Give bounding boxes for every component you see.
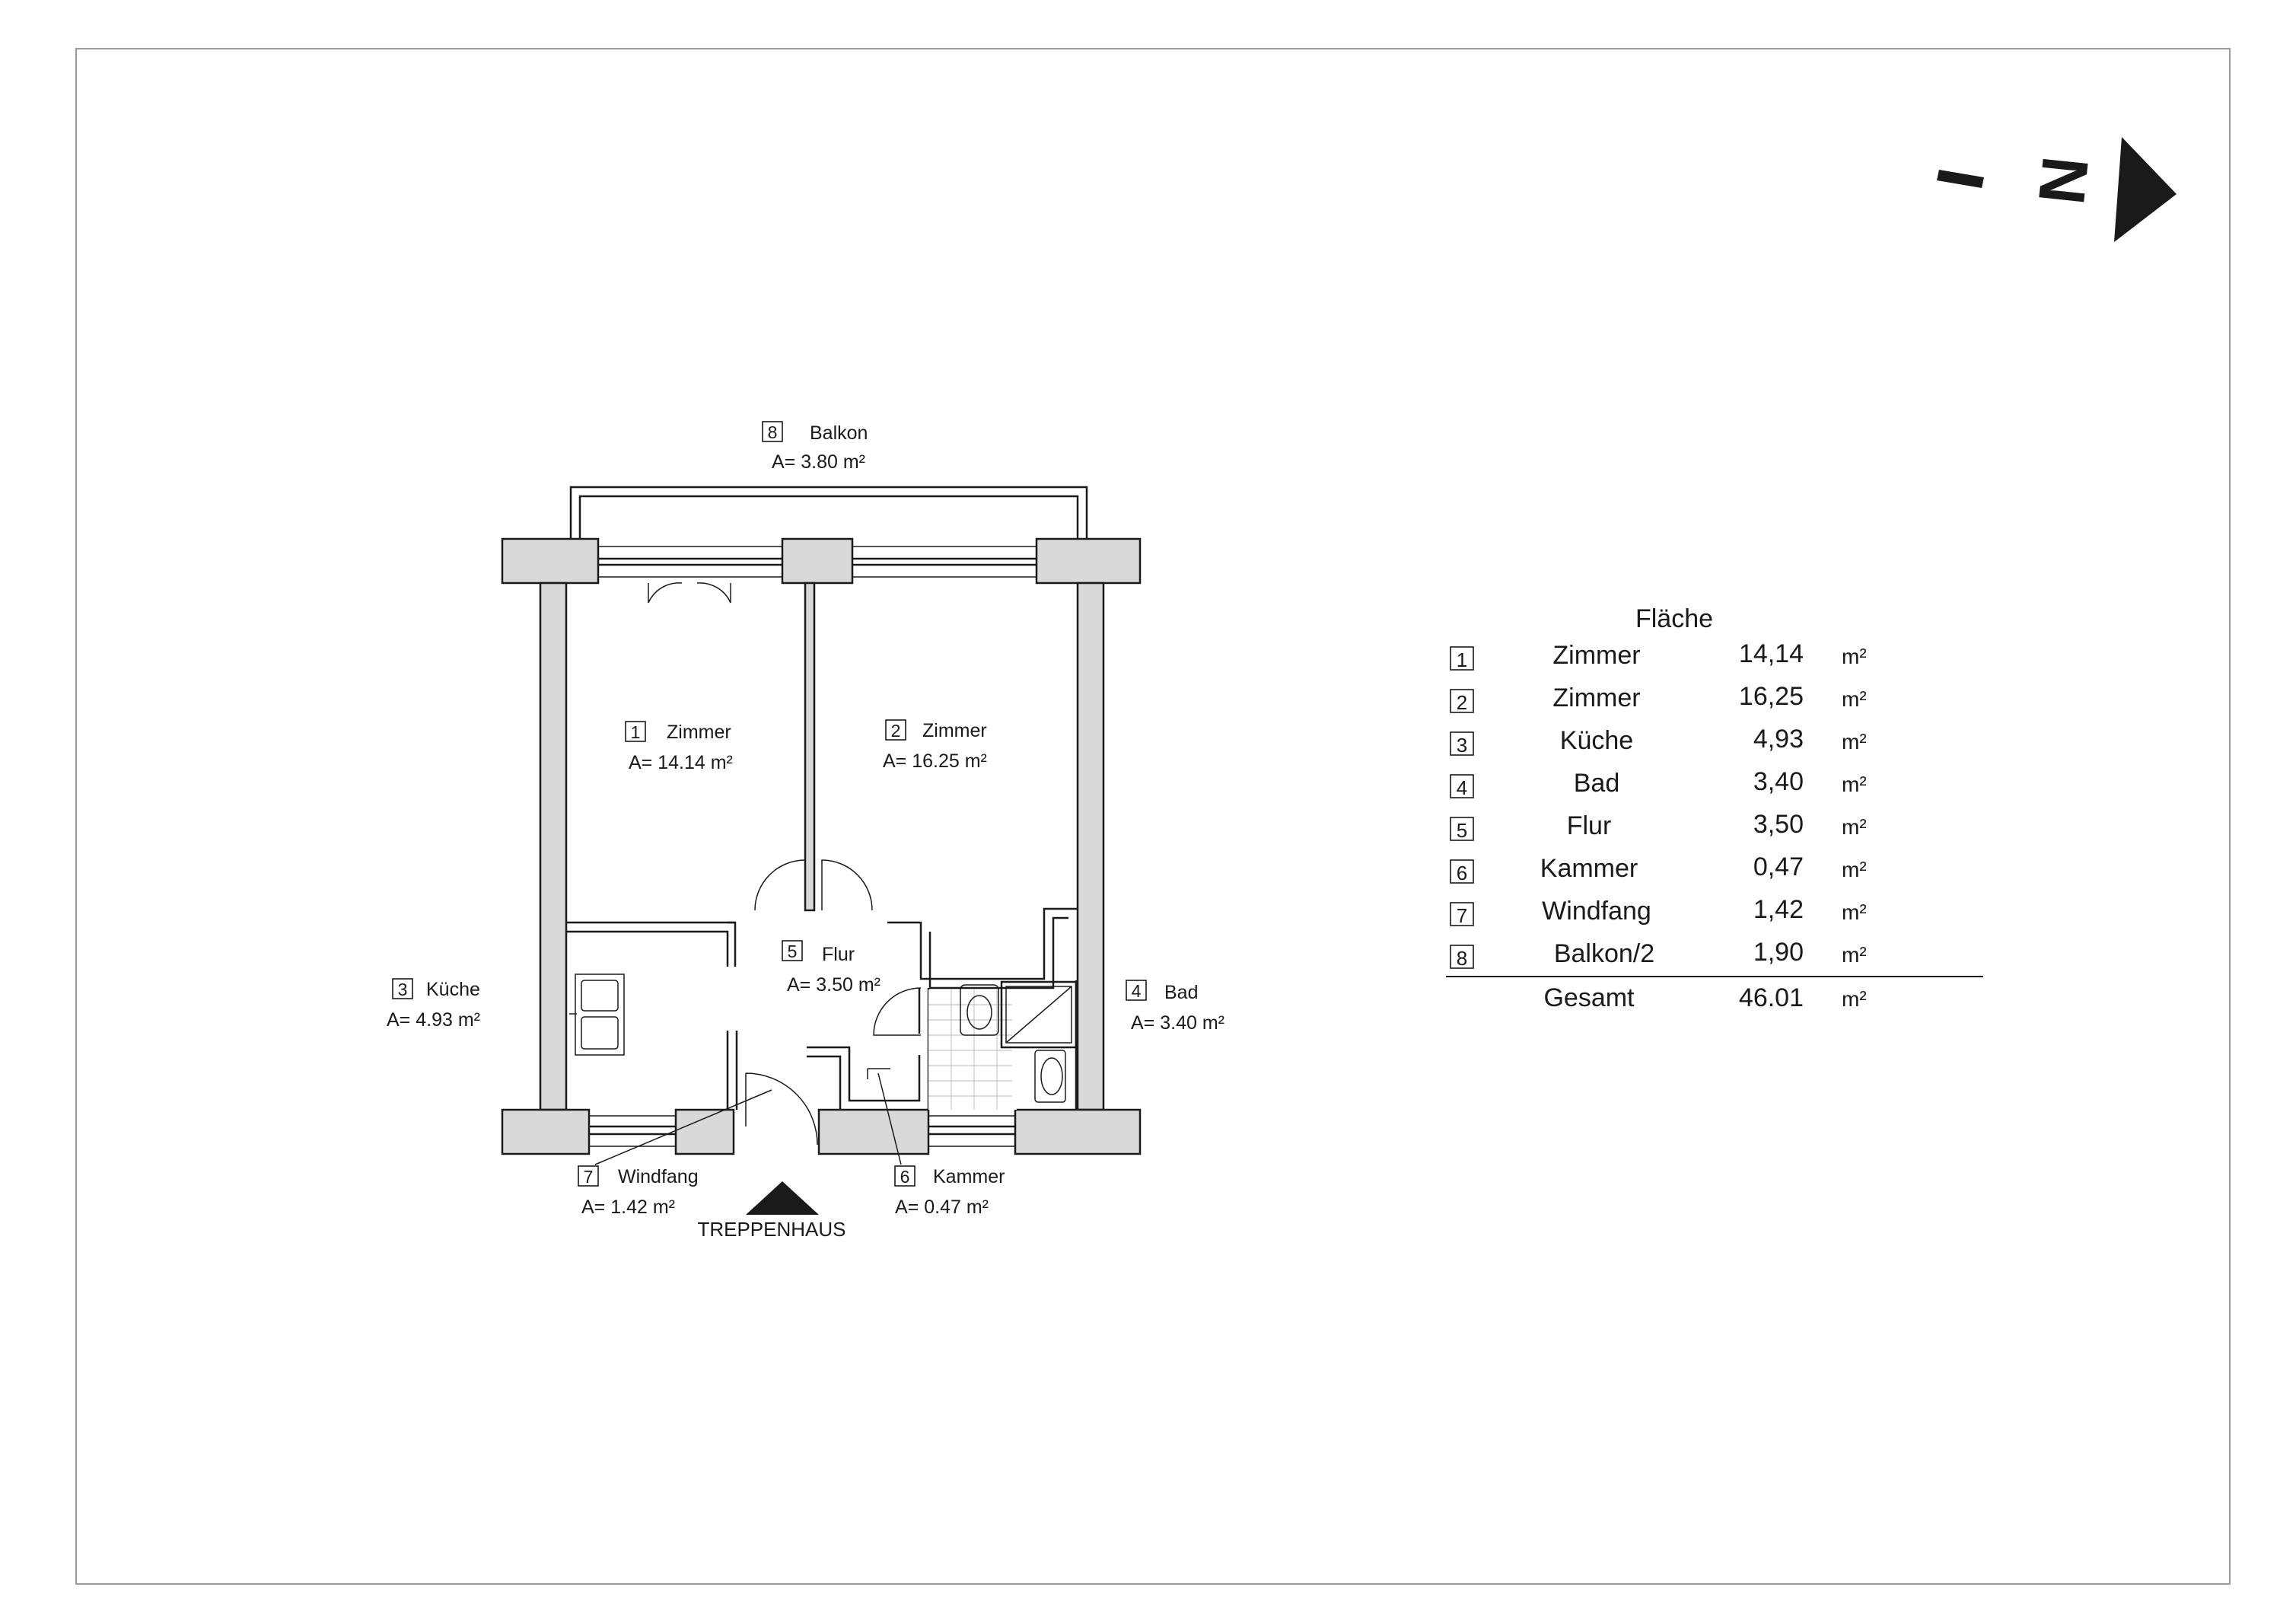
row-unit: m² bbox=[1842, 815, 1867, 839]
door-zimmer2-swing bbox=[822, 860, 872, 910]
room-num: 5 bbox=[787, 942, 798, 961]
area-row bbox=[1451, 852, 1867, 884]
sheet-border bbox=[76, 49, 2230, 1584]
row-num: 7 bbox=[1456, 904, 1468, 927]
row-value: 0,47 bbox=[1753, 852, 1804, 881]
label-zimmer-2 bbox=[883, 720, 987, 772]
room-area: A= 14.14 m² bbox=[629, 752, 733, 773]
room-num: 8 bbox=[767, 422, 778, 442]
row-unit: m² bbox=[1842, 730, 1867, 754]
doors bbox=[746, 860, 921, 1145]
row-value: 16,25 bbox=[1738, 682, 1804, 711]
area-table-title: Fläche bbox=[1635, 604, 1714, 633]
room-area: A= 3.80 m² bbox=[772, 451, 865, 473]
balcony bbox=[571, 487, 1087, 545]
row-num: 6 bbox=[1456, 862, 1468, 884]
row-value: 3,50 bbox=[1753, 810, 1804, 839]
total-unit: m² bbox=[1842, 987, 1867, 1011]
row-unit: m² bbox=[1842, 645, 1867, 668]
window-top-right bbox=[852, 547, 1037, 577]
area-row bbox=[1451, 767, 1867, 799]
row-num: 8 bbox=[1456, 947, 1468, 970]
row-num: 3 bbox=[1456, 734, 1468, 757]
door-zimmer1-swing bbox=[755, 860, 805, 910]
label-bad bbox=[1126, 980, 1224, 1034]
stair-label: TREPPENHAUS bbox=[697, 1218, 846, 1241]
north-arrow-icon bbox=[1937, 137, 2177, 242]
row-value: 14,14 bbox=[1738, 639, 1804, 668]
row-num: 1 bbox=[1456, 648, 1468, 671]
room-num: 4 bbox=[1131, 981, 1142, 1001]
area-table bbox=[1446, 604, 1983, 1012]
row-value: 1,90 bbox=[1753, 938, 1804, 967]
area-row bbox=[1451, 938, 1867, 970]
row-unit: m² bbox=[1842, 687, 1867, 711]
area-row bbox=[1451, 810, 1867, 842]
room-name: Zimmer bbox=[922, 720, 987, 741]
door-bath-swing bbox=[874, 988, 921, 1035]
row-num: 4 bbox=[1456, 776, 1468, 799]
row-name: Bad bbox=[1573, 769, 1620, 798]
total-value: 46.01 bbox=[1738, 983, 1804, 1012]
room-area: A= 0.47 m² bbox=[895, 1197, 989, 1218]
door-entrance-swing bbox=[746, 1073, 817, 1145]
room-area: A= 3.40 m² bbox=[1131, 1012, 1224, 1034]
left-wall bbox=[540, 583, 566, 1110]
room-name: Balkon bbox=[810, 422, 868, 444]
area-row bbox=[1451, 725, 1867, 757]
room-area: A= 3.50 m² bbox=[787, 974, 881, 996]
right-wall bbox=[1078, 583, 1103, 1110]
area-row bbox=[1451, 895, 1867, 927]
area-row bbox=[1451, 639, 1867, 671]
kitchen-sink-icon bbox=[569, 974, 624, 1055]
top-wall bbox=[502, 539, 1140, 603]
row-value: 4,93 bbox=[1753, 725, 1804, 754]
row-name: Zimmer bbox=[1552, 684, 1641, 712]
room-area: A= 1.42 m² bbox=[581, 1197, 675, 1218]
room-num: 2 bbox=[890, 721, 901, 741]
room-area: A= 4.93 m² bbox=[387, 1009, 480, 1031]
row-num: 5 bbox=[1456, 819, 1468, 842]
washbasin-icon bbox=[1035, 1050, 1065, 1102]
room-num: 6 bbox=[900, 1167, 910, 1187]
row-value: 1,42 bbox=[1753, 895, 1804, 924]
room-area: A= 16.25 m² bbox=[883, 750, 987, 772]
total-name: Gesamt bbox=[1543, 983, 1635, 1012]
row-name: Balkon/2 bbox=[1553, 939, 1655, 968]
label-zimmer-1 bbox=[626, 722, 733, 773]
area-total-row bbox=[1543, 983, 1866, 1012]
row-name: Windfang bbox=[1542, 897, 1651, 926]
room-name: Bad bbox=[1164, 982, 1199, 1003]
label-balkon bbox=[763, 422, 868, 473]
window-bottom-right bbox=[928, 1116, 1015, 1146]
row-num: 2 bbox=[1456, 691, 1468, 714]
row-unit: m² bbox=[1842, 900, 1867, 924]
row-name: Kammer bbox=[1540, 854, 1638, 883]
row-unit: m² bbox=[1842, 858, 1867, 881]
balcony-door-swing bbox=[648, 583, 731, 603]
bathroom-tiles bbox=[928, 989, 1017, 1110]
room-name: Kammer bbox=[933, 1166, 1005, 1187]
bottom-wall bbox=[502, 1110, 1140, 1154]
row-unit: m² bbox=[1842, 773, 1867, 796]
area-row bbox=[1451, 682, 1867, 714]
north-label: N bbox=[2024, 153, 2102, 208]
room-name: Windfang bbox=[618, 1166, 699, 1187]
room-num: 7 bbox=[583, 1167, 594, 1187]
entrance-arrow-icon bbox=[746, 1181, 819, 1215]
row-name: Flur bbox=[1566, 811, 1612, 840]
window-bottom-left bbox=[589, 1116, 676, 1146]
room-name: Flur bbox=[822, 944, 855, 965]
window-top-left bbox=[598, 547, 782, 577]
label-flur bbox=[782, 941, 881, 996]
row-name: Zimmer bbox=[1552, 641, 1641, 670]
row-value: 3,40 bbox=[1753, 767, 1804, 796]
room-name: Zimmer bbox=[667, 722, 731, 743]
room-num: 3 bbox=[397, 980, 408, 999]
row-unit: m² bbox=[1842, 943, 1867, 967]
floor-plan bbox=[502, 487, 1140, 1215]
label-kueche bbox=[387, 979, 480, 1031]
room-name: Küche bbox=[426, 979, 480, 1000]
room-num: 1 bbox=[630, 722, 641, 742]
row-name: Küche bbox=[1559, 726, 1634, 755]
